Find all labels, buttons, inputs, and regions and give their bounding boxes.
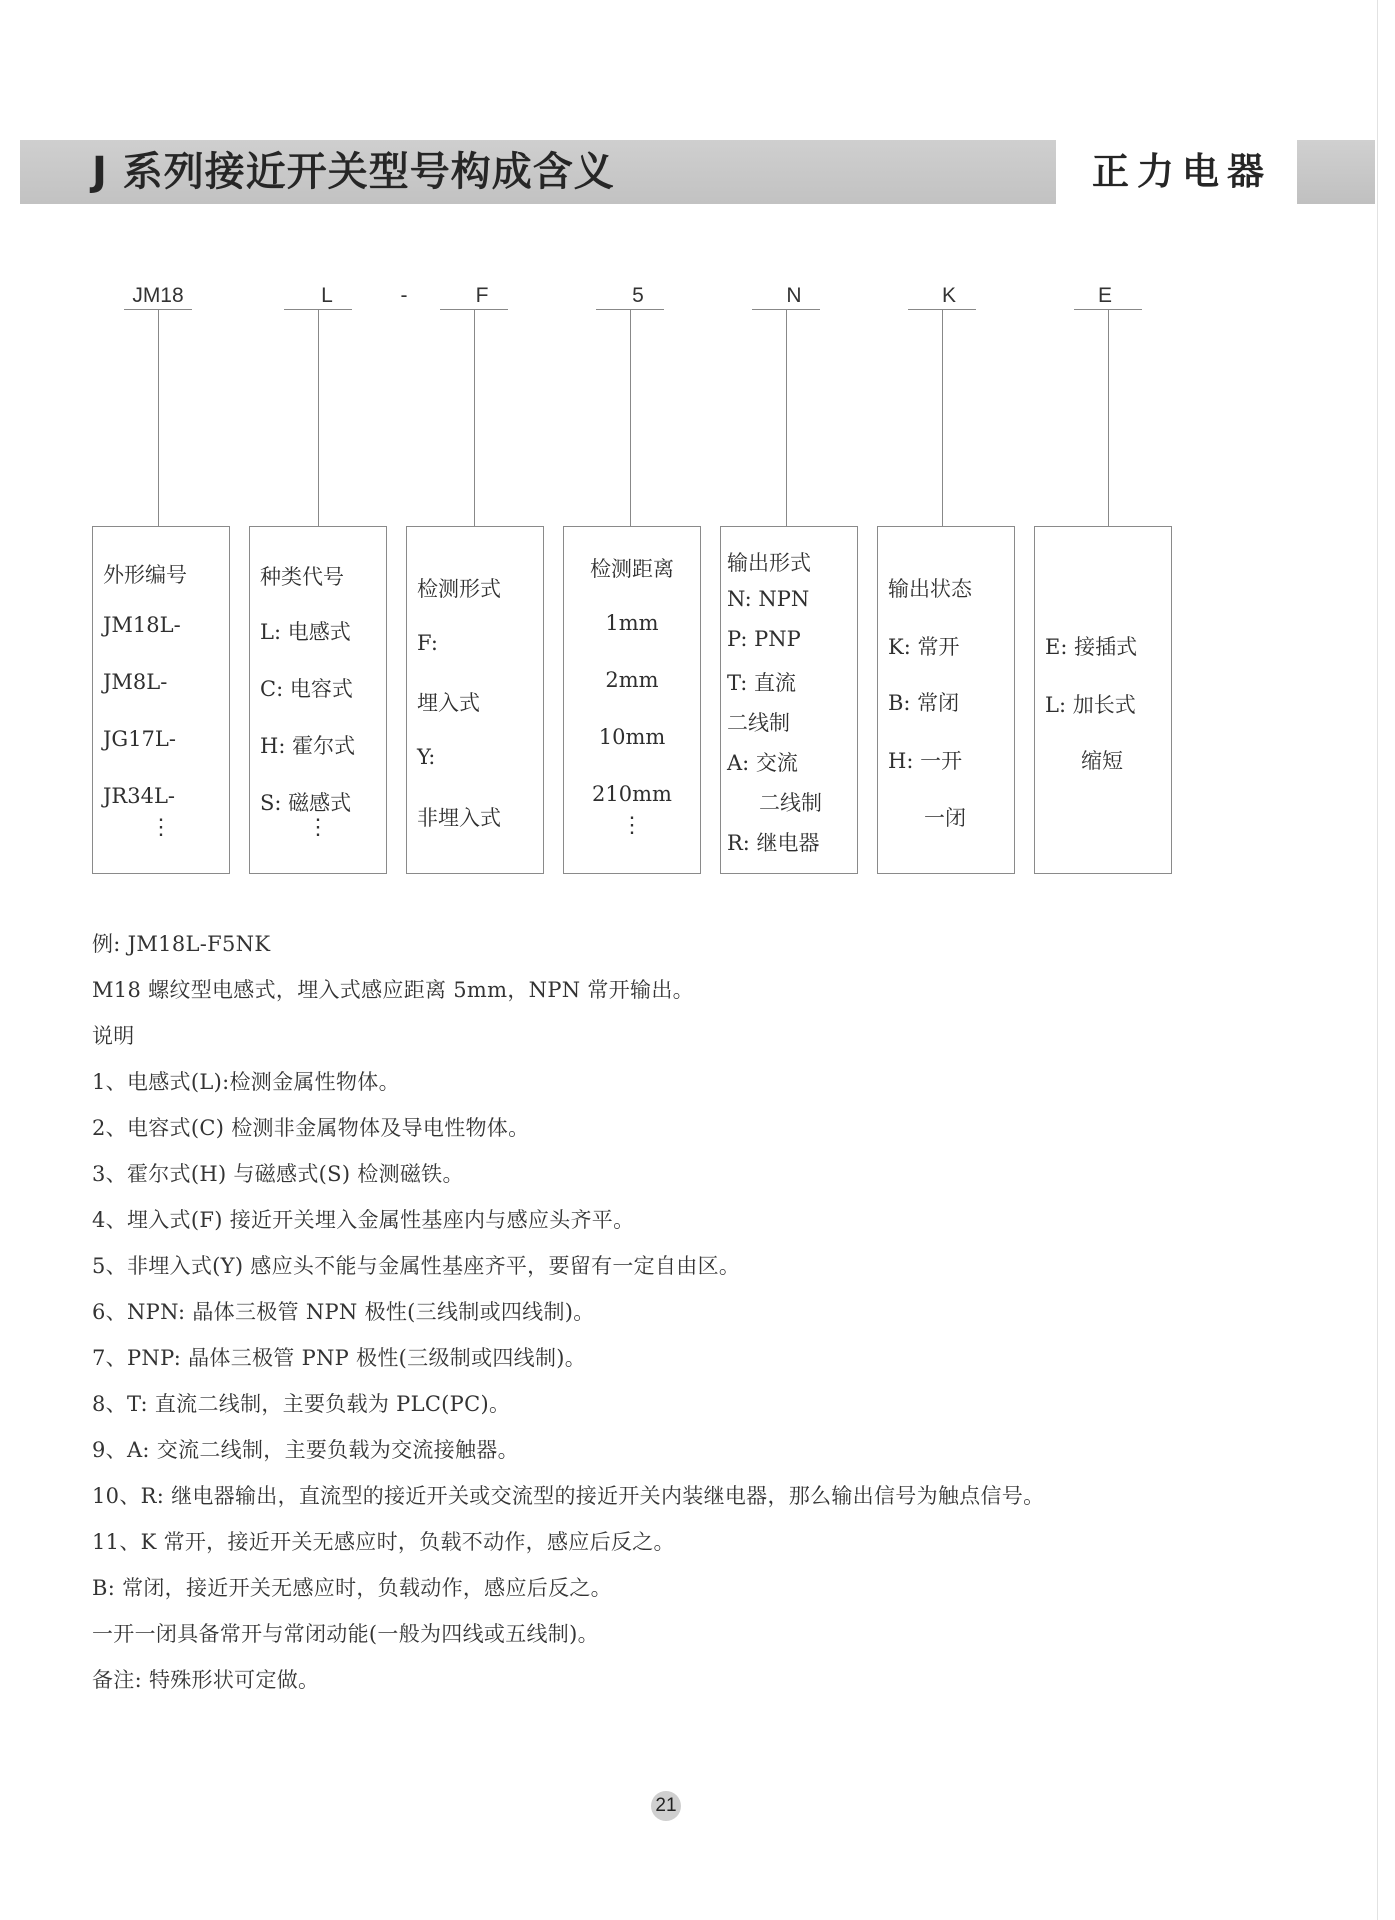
note-item: 3、霍尔式(H) 与磁感式(S) 检测磁铁。	[92, 1162, 464, 1186]
box-item: F:	[417, 631, 438, 655]
box-item: JM8L-	[103, 670, 168, 694]
box-item: T: 直流	[727, 671, 797, 695]
box-item: N: NPN	[727, 587, 810, 611]
note-item: 2、电容式(C) 检测非金属物体及导电性物体。	[92, 1116, 530, 1140]
box-item: L: 加长式	[1045, 693, 1136, 717]
code-l: L	[321, 284, 333, 307]
note-item: 5、非埋入式(Y) 感应头不能与金属性基座齐平，要留有一定自由区。	[92, 1254, 741, 1278]
connector-line	[474, 310, 475, 526]
box-item: 二线制	[727, 711, 790, 735]
page-number: 21	[651, 1791, 681, 1821]
code-e: E	[1097, 284, 1112, 307]
box-item: JM18L-	[103, 613, 181, 637]
box-item: JG17L-	[103, 727, 176, 751]
note-item: 1、电感式(L):检测金属性物体。	[92, 1070, 400, 1094]
box-item: 一闭	[924, 806, 966, 830]
box-heading: 输出状态	[888, 577, 972, 601]
connector-line	[786, 310, 787, 526]
code-5: 5	[632, 284, 644, 307]
notes-heading: 说明	[92, 1024, 135, 1048]
code-f: F	[475, 284, 489, 307]
page-title: J 系列接近开关型号构成含义	[92, 149, 615, 195]
header-tab	[1297, 140, 1375, 204]
box-heading: 检测形式	[417, 577, 501, 601]
connector-line	[318, 310, 319, 526]
brand-name: 正力电器	[1092, 150, 1272, 193]
note-item: 4、埋入式(F) 接近开关埋入金属性基座内与感应头齐平。	[92, 1208, 635, 1232]
box-item: C: 电容式	[260, 677, 353, 701]
box-item: JR34L-	[103, 784, 175, 808]
ellipsis: ⋮	[307, 815, 329, 840]
box-item: H: 一开	[888, 749, 963, 773]
code-dash: -	[400, 284, 408, 307]
note-item: 8、T: 直流二线制，主要负载为 PLC(PC)。	[92, 1392, 511, 1416]
example-description: M18 螺纹型电感式，埋入式感应距离 5mm，NPN 常开输出。	[92, 978, 694, 1002]
box-item: 1mm	[605, 611, 659, 635]
box-shape-code	[92, 526, 230, 874]
code-k: K	[941, 284, 956, 307]
note-item: 一开一闭具备常开与常闭动能(一般为四线或五线制)。	[92, 1622, 599, 1646]
connector-line	[1108, 310, 1109, 526]
box-type-code	[249, 526, 387, 874]
box-item: K: 常开	[888, 635, 960, 659]
note-item: 6、NPN: 晶体三极管 NPN 极性(三线制或四线制)。	[92, 1300, 595, 1324]
box-output-form	[720, 526, 858, 874]
box-heading: 输出形式	[727, 551, 811, 575]
code-jm18: JM18	[132, 284, 184, 307]
box-heading: 种类代号	[260, 565, 344, 589]
box-item: 2mm	[605, 668, 659, 692]
scan-edge	[1377, 0, 1378, 1920]
box-item: Y:	[417, 745, 436, 769]
connector-line	[158, 310, 159, 526]
note-item: 7、PNP: 晶体三极管 PNP 极性(三级制或四线制)。	[92, 1346, 587, 1370]
connector-line	[942, 310, 943, 526]
box-item: A: 交流	[727, 751, 798, 775]
box-heading: 检测距离	[590, 557, 674, 581]
box-item: L: 电感式	[260, 620, 351, 644]
box-item: 210mm	[592, 782, 672, 806]
box-item: 二线制	[759, 791, 822, 815]
box-item: 缩短	[1081, 749, 1123, 773]
box-connection-type	[1034, 526, 1172, 874]
box-detection-form	[406, 526, 544, 874]
box-heading: 外形编号	[103, 563, 187, 587]
box-item: B: 常闭	[888, 691, 960, 715]
connector-line	[630, 310, 631, 526]
box-item: P: PNP	[727, 627, 801, 651]
note-item: 9、A: 交流二线制，主要负载为交流接触器。	[92, 1438, 519, 1462]
box-item: S: 磁感式	[260, 791, 352, 815]
note-item: B: 常闭，接近开关无感应时，负载动作，感应后反之。	[92, 1576, 612, 1600]
box-item: H: 霍尔式	[260, 734, 356, 758]
ellipsis: ⋮	[150, 815, 172, 840]
box-detection-distance	[563, 526, 701, 874]
ellipsis: ⋮	[621, 813, 643, 838]
box-item: E: 接插式	[1045, 635, 1138, 659]
code-n: N	[786, 284, 802, 307]
note-item: 11、K 常开，接近开关无感应时，负载不动作，感应后反之。	[92, 1530, 675, 1554]
box-output-state	[877, 526, 1015, 874]
example-line: 例: JM18L-F5NK	[92, 932, 271, 956]
remark: 备注: 特殊形状可定做。	[92, 1668, 320, 1692]
note-item: 10、R: 继电器输出，直流型的接近开关或交流型的接近开关内装继电器，那么输出信号为触点信号。	[92, 1484, 1045, 1508]
box-item: R: 继电器	[727, 831, 820, 855]
box-item: 非埋入式	[417, 806, 501, 830]
box-item: 埋入式	[417, 691, 480, 715]
box-item: 10mm	[598, 725, 666, 749]
